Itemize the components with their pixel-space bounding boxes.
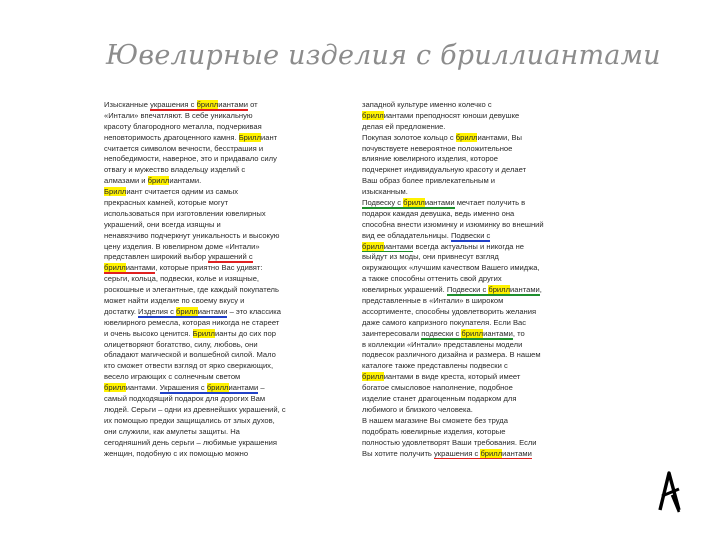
text-line — [104, 274, 309, 285]
text-line — [362, 198, 580, 209]
text-segment: в виде креста, который имеет — [413, 372, 521, 382]
text-segment: западной культуре именно колечко с — [362, 100, 492, 109]
text-segment: подобрать ювелирные изделия, которые — [362, 426, 506, 436]
text-line — [362, 427, 580, 438]
text-segment: до сих пор — [236, 328, 276, 338]
text-segment: представленные в «Интали» в широком — [362, 296, 504, 306]
text-segment: подчеркнет индивидуальную красоту и делает — [362, 165, 527, 175]
text-segment: . — [155, 383, 160, 393]
text-line — [362, 154, 580, 165]
highlighted-text: брилл — [104, 263, 126, 273]
text-line — [104, 111, 309, 122]
text-segment: они служили, как амулеты защиты. На — [104, 426, 240, 436]
text-line — [104, 231, 309, 242]
text-line — [362, 361, 580, 372]
text-line — [104, 263, 309, 274]
text-line — [362, 187, 580, 198]
text-segment: преподносят юноши девушке — [413, 110, 520, 120]
text-line — [104, 198, 309, 209]
text-line — [104, 329, 309, 340]
highlighted-text: брилл — [196, 100, 219, 109]
text-line — [104, 427, 309, 438]
text-line — [362, 111, 580, 122]
text-line — [362, 231, 580, 242]
text-segment: заинтересовали — [362, 328, 422, 338]
highlighted-text: брилл — [480, 448, 503, 458]
text-line — [104, 100, 309, 111]
text-segment: , — [539, 285, 542, 295]
underlined-phrase: Украшения с бриллиантами — [159, 383, 259, 393]
text-segment: , то — [512, 328, 525, 338]
text-line — [362, 165, 580, 176]
text-line — [104, 144, 309, 155]
text-line — [104, 209, 309, 220]
text-line — [362, 340, 580, 351]
text-segment: цену изделия. В ювелирном доме «Интали» — [104, 241, 260, 251]
text-segment: почувствуете невероятное положительное — [362, 143, 513, 153]
text-segment: считается одним из самых — [142, 187, 239, 197]
text-segment: роскошные и элегантные, где каждый покупатель — [104, 285, 279, 295]
text-line — [362, 329, 580, 340]
right-text-column — [362, 100, 580, 459]
text-segment: бриллиантами — [455, 132, 508, 142]
highlighted-text: Брилл — [238, 132, 261, 142]
text-segment: прекрасных камней, которые могут — [104, 198, 229, 208]
text-segment: женщин, подобную с их помощью можно — [104, 448, 249, 458]
text-segment: В нашем магазине Вы сможете без труда — [362, 415, 508, 425]
text-segment: отвагу и мужество владельцу изделий с — [104, 165, 246, 175]
text-segment: изысканным. — [362, 187, 408, 197]
text-segment: , Вы — [507, 132, 522, 142]
highlighted-text: Брилл — [104, 187, 127, 197]
text-line — [362, 307, 580, 318]
text-segment: людей. Серьги – одни из древнейших украшений, с — [104, 404, 286, 414]
text-line — [362, 274, 580, 285]
text-line — [362, 209, 580, 220]
underlined-phrase: Подвеску с бриллиантами — [362, 198, 455, 208]
text-segment: а также способны оттенить свой других — [362, 274, 502, 284]
underlined-phrase: Изделия с бриллиантами — [138, 306, 228, 316]
text-segment: всегда актуальны и никогда не — [413, 241, 525, 251]
text-segment: достатку. — [104, 306, 139, 316]
text-segment: украшений, они всегда изящны и — [104, 219, 221, 229]
text-segment: способна внести изюминку и изюминку во внешний — [362, 219, 544, 229]
text-segment: неповторимость драгоценного камня. — [104, 132, 239, 142]
highlighted-text: брилл — [147, 176, 170, 186]
text-segment: Покупая золотое кольцо с — [362, 132, 456, 142]
text-line — [104, 187, 309, 198]
highlighted-text: брилл — [403, 198, 425, 208]
text-segment: Изысканные — [104, 100, 151, 109]
text-line — [104, 383, 309, 394]
text-segment: обладают магической и волшебной силой. Мало — [104, 350, 276, 360]
text-segment: – — [258, 383, 265, 393]
text-segment: и очень высоко ценится. — [104, 328, 193, 338]
text-line — [362, 438, 580, 449]
text-segment: может найти изделие по своему вкусу и — [104, 296, 245, 306]
text-segment: непобедимости, наверное, это и придавало силу — [104, 154, 277, 164]
text-segment: бриллиантами — [362, 110, 414, 120]
text-segment: выйдут из моды, они привнесут взгляд — [362, 252, 499, 262]
text-segment: их помощью предки защищались от злых духов, — [104, 415, 275, 425]
text-segment: Бриллиант — [238, 132, 278, 142]
underlined-phrase: украшений с — [208, 252, 253, 262]
text-segment: полностью удовлетворят Ваши требования. Если — [362, 437, 537, 447]
text-segment: даже самого капризного покупателя. Если Вас — [362, 317, 527, 327]
text-line — [104, 372, 309, 383]
text-line — [362, 350, 580, 361]
scanned-document — [92, 90, 590, 490]
highlighted-text: брилл — [104, 383, 126, 393]
text-line — [362, 133, 580, 144]
highlighted-text: брилл — [362, 372, 384, 382]
underlined-phrase: Подвески с — [450, 230, 491, 240]
text-segment: использоваться при изготовлении ювелирных — [104, 208, 266, 218]
text-segment: – это классика — [227, 306, 281, 316]
text-line — [104, 307, 309, 318]
text-line — [104, 438, 309, 449]
text-line — [362, 394, 580, 405]
text-segment: Вы хотите получить — [362, 448, 434, 458]
text-segment: Бриллиант — [104, 187, 143, 197]
text-line — [104, 361, 309, 372]
text-segment: ненавязчиво подчеркнут уникальность и высокую — [104, 230, 280, 240]
text-segment: каталоге также представлены подвески с — [362, 361, 508, 371]
text-line — [362, 242, 580, 253]
text-segment: бриллиантами — [104, 383, 156, 393]
text-line — [362, 263, 580, 274]
text-segment: ассортименте, способны удовлетворить желания — [362, 306, 537, 316]
text-segment: самый подходящий подарок для дорогих Вам — [104, 394, 266, 404]
slide-title: Ювелирные изделия с бриллиантами — [106, 40, 661, 71]
underlined-phrase: бриллиантами — [362, 241, 414, 251]
text-segment: красоту благородного металла, подчеркивая — [104, 121, 262, 131]
text-segment: сегодняшний день серьги – любимые украшения — [104, 437, 278, 447]
text-line — [362, 296, 580, 307]
highlighted-text: брилл — [461, 328, 484, 338]
text-segment: кто сможет отвести взгляд от ярко сверкающих, — [104, 361, 274, 371]
text-line — [362, 100, 580, 111]
text-line — [104, 154, 309, 165]
text-line — [104, 449, 309, 460]
underlined-phrase: подвески с бриллиантами — [421, 328, 513, 338]
text-segment: алмазами и — [104, 176, 148, 186]
text-segment: бриллиантами — [147, 176, 200, 186]
text-line — [104, 394, 309, 405]
text-segment: изделие станет драгоценным подарком для — [362, 394, 517, 404]
highlighted-text: Брилл — [192, 328, 215, 338]
text-line — [362, 122, 580, 133]
text-line — [362, 176, 580, 187]
text-segment: ювелирного ремесла, которая никогда не стареет — [104, 317, 280, 327]
text-segment: Бриллианты — [192, 328, 237, 338]
text-line — [362, 372, 580, 383]
highlighted-text: брилл — [362, 241, 384, 251]
text-segment: считается символом вечности, бесстрашия и — [104, 143, 264, 153]
text-segment: бриллиантами — [362, 372, 414, 382]
text-line — [362, 285, 580, 296]
text-line — [104, 133, 309, 144]
text-line — [362, 416, 580, 427]
text-segment: весело играющих с солнечным светом — [104, 372, 241, 382]
underlined-phrase: украшения с бриллиантами — [434, 448, 532, 458]
text-segment: в коллекции «Интали» представлены модели — [362, 339, 523, 349]
highlighted-text: брилл — [488, 285, 511, 295]
text-segment: мечтает получить в — [454, 198, 526, 208]
text-segment: окружающих «лучшим качеством Вашего имиджа, — [362, 263, 540, 273]
highlighted-text: брилл — [455, 132, 478, 142]
text-line — [362, 449, 580, 460]
text-segment: богатое смысловое наполнение, подобное — [362, 383, 513, 393]
text-segment: олицетворяют богатство, силу, любовь, они — [104, 339, 258, 349]
text-segment: Ваш образ более привлекательным и — [362, 176, 496, 186]
text-segment: от — [247, 100, 258, 109]
text-line — [104, 285, 309, 296]
text-line — [104, 416, 309, 427]
text-segment: делая ей предложение. — [362, 121, 446, 131]
text-line — [362, 318, 580, 329]
text-segment: влияние ювелирного изделия, которое — [362, 154, 498, 164]
text-segment: подарок каждая девушка, ведь именно она — [362, 208, 515, 218]
highlighted-text: брилл — [206, 383, 229, 393]
underlined-phrase: Подвески с бриллиантами — [446, 285, 540, 295]
text-line — [104, 318, 309, 329]
text-segment: подвесок различного дизайна и размера. В нашем — [362, 350, 541, 360]
text-line — [104, 122, 309, 133]
text-line — [104, 350, 309, 361]
text-line — [362, 383, 580, 394]
highlighted-text: брилл — [362, 110, 384, 120]
text-line — [362, 405, 580, 416]
text-line — [104, 340, 309, 351]
text-segment: ювелирных украшений. — [362, 285, 447, 295]
text-segment: любимого и близкого человека. — [362, 404, 473, 414]
text-segment: «Интали» впечатляют. В себе уникальную — [104, 110, 253, 120]
text-line — [362, 220, 580, 231]
text-line — [104, 405, 309, 416]
text-segment: . — [199, 176, 202, 186]
text-line — [104, 220, 309, 231]
left-text-column — [104, 100, 309, 459]
text-line — [104, 242, 309, 253]
text-segment: , которые приятно Вас удивят: — [155, 263, 263, 273]
text-line — [104, 176, 309, 187]
text-line — [104, 252, 309, 263]
highlighted-text: брилл — [176, 306, 198, 316]
text-line — [362, 144, 580, 155]
underlined-phrase: украшения с бриллиантами — [150, 100, 248, 109]
stylized-a-arrow-icon — [656, 470, 684, 514]
text-segment: серьги, кольца, подвески, колье и изящные, — [104, 274, 260, 284]
text-line — [104, 165, 309, 176]
text-line — [104, 296, 309, 307]
text-segment: представлен широкий выбор — [104, 252, 209, 262]
underlined-phrase: бриллиантами — [104, 263, 156, 273]
text-segment: вид ее обладательницы. — [362, 230, 451, 240]
text-line — [362, 252, 580, 263]
